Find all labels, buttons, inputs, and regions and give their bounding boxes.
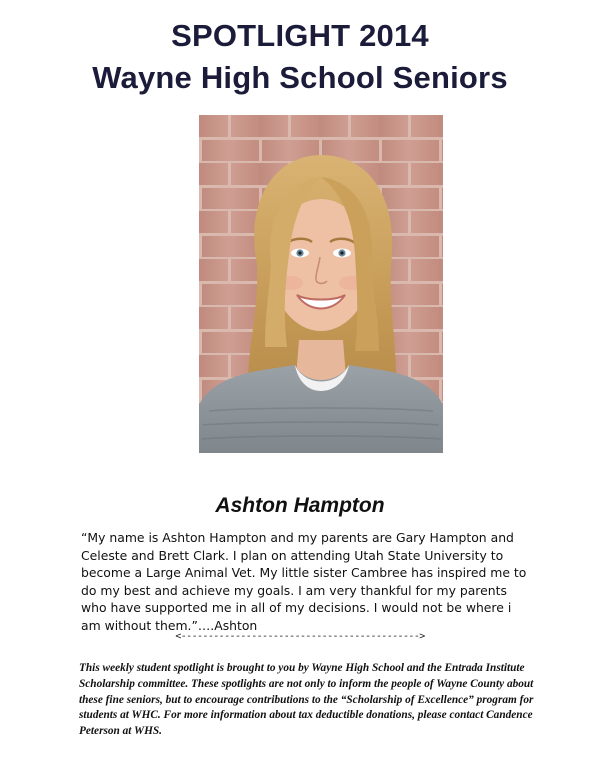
school-subtitle: Wayne High School Seniors	[92, 60, 508, 95]
student-quote: “My name is Ashton Hampton and my parents are Gary Hampton and Celeste and Brett Clark. I plan on attending Utah State University to become a Large Animal Vet. My little sister Cambree has inspired me to do my best and achieve my goals. I am very thankful for my parents who have supported me in all of my decisions. I would not be where i am without them.”….Ashton	[81, 530, 527, 633]
section-divider: <-------------------------------------------->	[175, 631, 425, 642]
student-name: Ashton Hampton	[215, 494, 385, 517]
student-portrait-photo	[199, 115, 443, 453]
portrait-illustration	[199, 115, 443, 453]
spotlight-title: SPOTLIGHT 2014	[171, 18, 429, 53]
sponsor-footer-note: This weekly student spotlight is brought to you by Wayne High School and the Entrada Institute Scholarship committee. These spotlights are not only to inform the people of Wayne County about these fine seniors, but to encourage contributions to the “Scholarship of Excellence” program for students at WHC. For more information about tax deductible donations, please contact Candence Peterson at WHS.	[79, 662, 534, 738]
